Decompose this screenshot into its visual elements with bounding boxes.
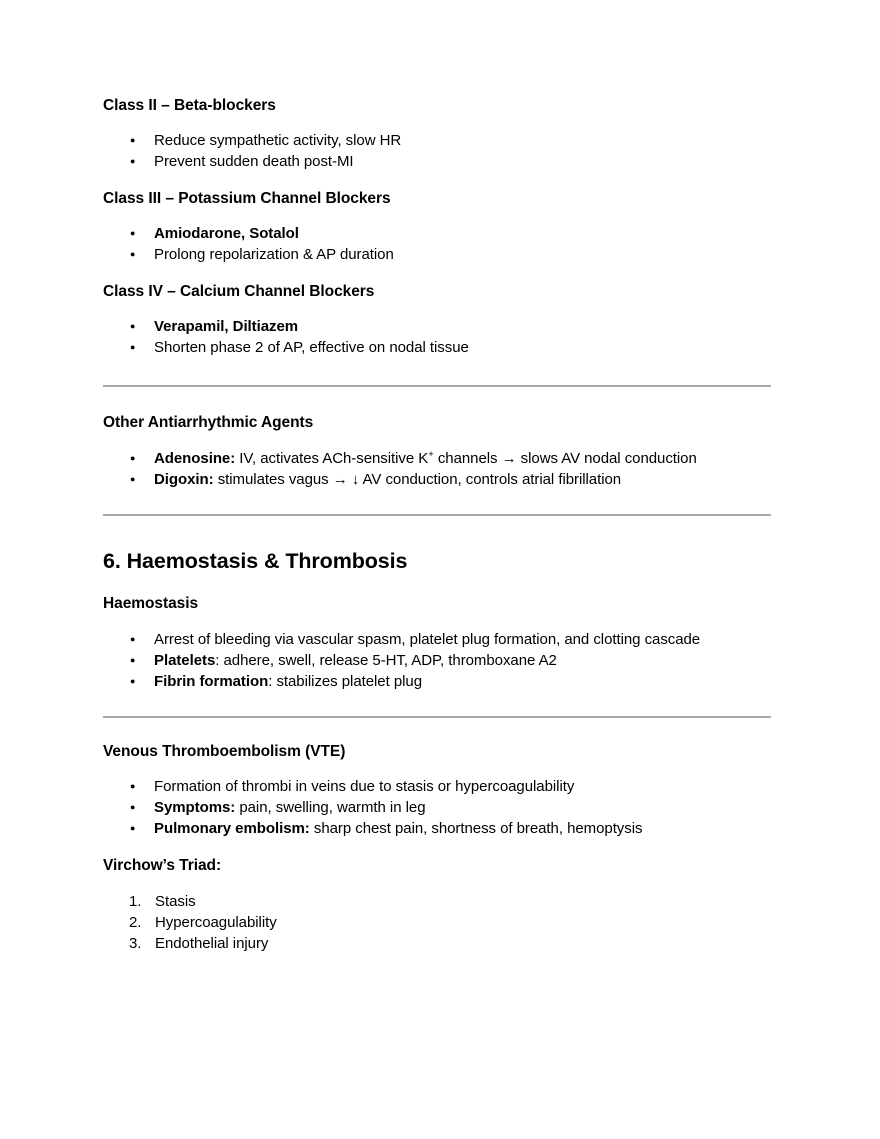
list-item [103, 223, 771, 244]
bullet-text: : adhere, swell, release 5-HT, ADP, thromboxane A2 [215, 651, 557, 669]
section-heading-vte: Venous Thromboembolism (VTE) [103, 742, 346, 760]
list-item [103, 151, 771, 172]
bullet-text: Prolong repolarization & AP duration [154, 246, 394, 264]
list-item [103, 912, 771, 933]
list-item [103, 671, 771, 692]
subheading-virchows-triad: Virchow’s Triad: [103, 856, 222, 874]
list-item [103, 650, 771, 671]
list-item [103, 933, 771, 954]
bullet-text: sharp chest pain, shortness of breath, hemoptysis [309, 819, 643, 837]
bullet-list-other-agents [103, 448, 771, 490]
section-heading-class-3: Class III – Potassium Channel Blockers [103, 190, 391, 208]
bullet-lead: Adenosine: [154, 449, 236, 467]
bullet-lead: Amiodarone, Sotalol [154, 225, 299, 243]
list-item [103, 818, 771, 839]
bullet-text: Formation of thrombi in veins due to stasis or hypercoagulability [154, 777, 575, 795]
bullet-list-class-2 [103, 130, 771, 172]
list-item [103, 448, 771, 469]
bullet-lead: Platelets [154, 651, 216, 669]
bullet-lead: Verapamil, Diltiazem [154, 318, 299, 336]
bullet-text: Arrest of bleeding via vascular spasm, platelet plug formation, and clotting cascade [154, 630, 701, 648]
list-item [103, 776, 771, 797]
section-heading-class-2: Class II – Beta-blockers [103, 97, 276, 114]
list-item [103, 797, 771, 818]
bullet-list-class-3 [103, 223, 771, 265]
list-item [103, 891, 771, 912]
bullet-text: pain, swelling, warmth in leg [235, 798, 426, 816]
bullet-text: : stabilizes platelet plug [268, 672, 422, 690]
numbered-list-virchows-triad [103, 891, 771, 954]
bullet-text: Reduce sympathetic activity, slow HR [154, 132, 402, 150]
list-item-text: Endothelial injury [155, 934, 269, 952]
list-item [103, 629, 771, 650]
chapter-title: 6. Haemostasis & Thrombosis [103, 548, 408, 573]
bullet-text: Prevent sudden death post-MI [154, 153, 354, 171]
list-item [103, 244, 771, 265]
superscript-plus: + [428, 448, 434, 460]
bullet-lead: Pulmonary embolism: [154, 819, 310, 837]
bullet-text: stimulates vagus → ↓ AV conduction, controls atrial fibrillation [213, 470, 622, 488]
bullet-list-class-4 [103, 316, 771, 358]
bullet-text: Shorten phase 2 of AP, effective on nodal tissue [154, 339, 469, 357]
section-heading-haemostasis: Haemostasis [103, 595, 199, 613]
bullet-text: IV, activates ACh-sensitive K [235, 449, 429, 467]
list-item [103, 469, 771, 490]
list-item-text: Stasis [155, 892, 196, 910]
list-item-text: Hypercoagulability [155, 913, 277, 931]
list-item [103, 337, 771, 358]
bullet-lead: Symptoms: [154, 798, 236, 816]
section-heading-class-4: Class IV – Calcium Channel Blockers [103, 283, 375, 301]
section-heading-other-agents: Other Antiarrhythmic Agents [103, 414, 314, 432]
list-item [103, 316, 771, 337]
bullet-list-haemostasis [103, 629, 771, 692]
bullet-lead: Fibrin formation [154, 672, 269, 690]
bullet-list-vte [103, 776, 771, 839]
bullet-text-tail: channels → slows AV nodal conduction [433, 449, 697, 467]
list-item [103, 130, 771, 151]
bullet-lead: Digoxin: [154, 470, 214, 488]
